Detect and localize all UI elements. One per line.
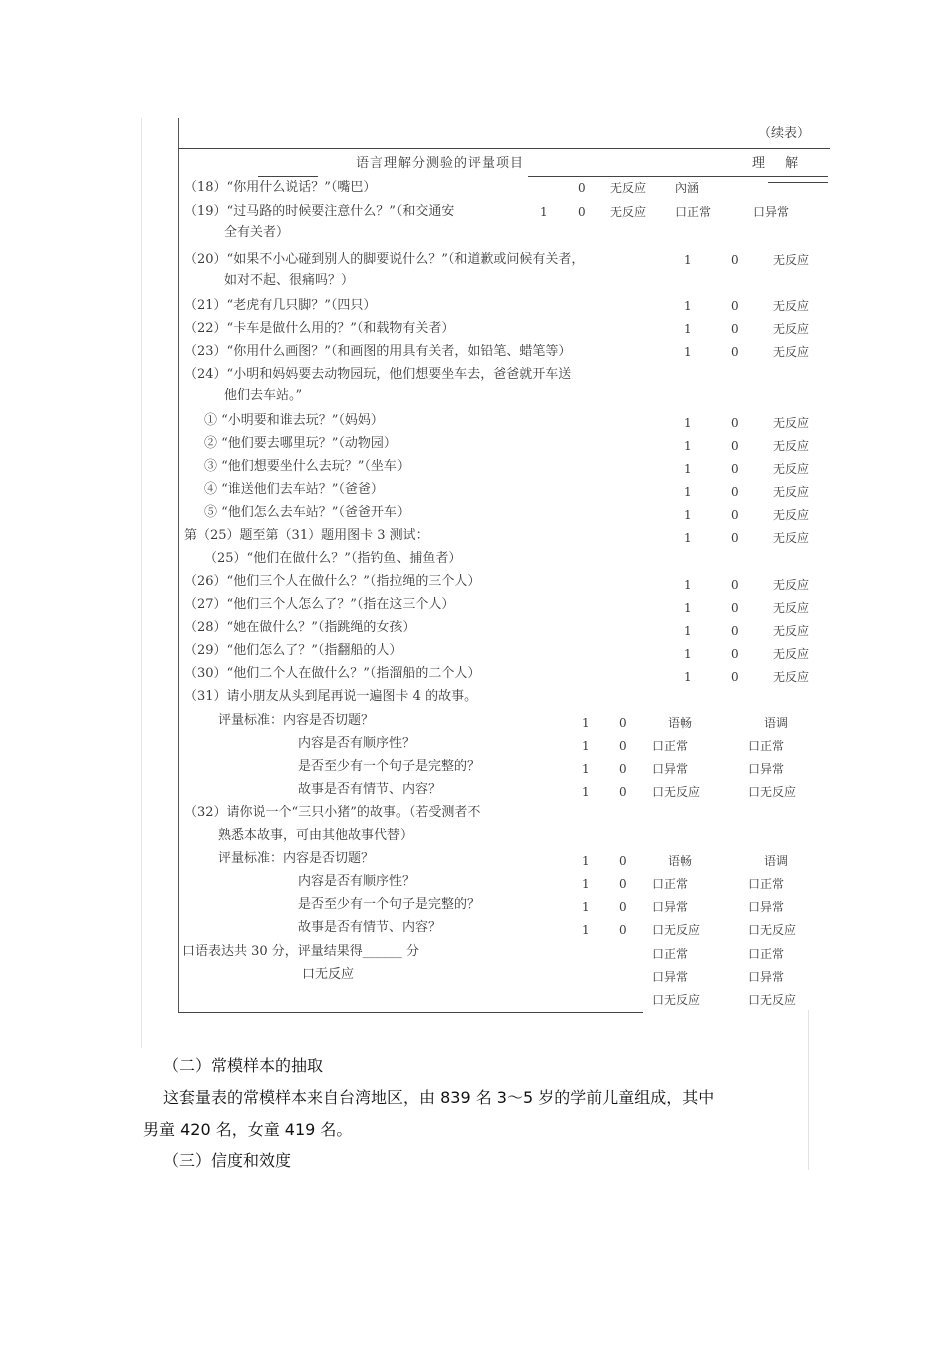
criteria1-tone: 口正常	[748, 739, 785, 753]
row-24-4-text: ④ “谁送他们去车站？”（爸爸）	[204, 482, 384, 497]
row-29-text: （29）“他们怎么了？”（指翻船的人）	[184, 643, 403, 658]
criteria2-item: 故事是否有情节、内容？	[298, 920, 442, 935]
criteria2-item: 内容是否有顺序性？	[298, 874, 416, 889]
row-19-text: （19）“过马路的时候要注意什么？”（和交通安	[184, 204, 455, 219]
criteria1-score: 1	[582, 716, 590, 730]
criteria2-score: 1	[582, 877, 590, 891]
row-22-score1: 1	[684, 322, 692, 336]
row-30-score1: 1	[684, 670, 692, 684]
criteria2-label: 评量标准：内容是否切题？	[218, 851, 375, 866]
row-20-cont: 如对不起、很痛吗？）	[224, 273, 355, 288]
row-26-score0: 0	[731, 578, 739, 592]
row-24-1-noresp: 无反应	[773, 416, 810, 430]
page-edge-left	[141, 118, 142, 1048]
header-rule-3	[768, 182, 828, 183]
row-24-3-noresp: 无反应	[773, 462, 810, 476]
row-24-3-score0: 0	[731, 462, 739, 476]
row-30-text: （30）“他们二个人在做什么？”（指溜船的二个人）	[184, 666, 481, 681]
row-24-1-score1: 1	[684, 416, 692, 430]
criteria2-score: 0	[619, 877, 627, 891]
row-29-noresp: 无反应	[773, 647, 810, 661]
row-18-col: 內涵	[675, 181, 700, 195]
criteria2-fluency: 口异常	[652, 900, 689, 914]
row-19-normal: 口正常	[675, 205, 712, 219]
table-header-right: 理 解	[752, 156, 807, 171]
row-18-text: （18）“你用什么说话？”（嘴巴）	[184, 180, 377, 195]
continued-label: （续表）	[758, 126, 811, 141]
row-27-score1: 1	[684, 601, 692, 615]
row-24-2-score0: 0	[731, 439, 739, 453]
row-24-3-text: ③ “他们想要坐什么去玩？”（坐车）	[204, 459, 410, 474]
row-28-score1: 1	[684, 624, 692, 638]
row-24-3-score1: 1	[684, 462, 692, 476]
row-21-score0: 0	[731, 299, 739, 313]
criteria1-tone: 口无反应	[748, 785, 797, 799]
bottom-col1-item: 口正常	[652, 947, 689, 961]
row-22-text: （22）“卡车是做什么用的？”（和载物有关者）	[184, 321, 455, 336]
row-24-5-noresp: 无反应	[773, 508, 810, 522]
criteria1-score: 1	[582, 762, 590, 776]
criteria2-tone: 口正常	[748, 877, 785, 891]
row-20-noresp: 无反应	[773, 253, 810, 267]
criteria1-fluency: 口正常	[652, 739, 689, 753]
page-edge-right	[808, 1010, 809, 1170]
row-30-score0: 0	[731, 670, 739, 684]
row-20-score1: 1	[684, 253, 692, 267]
table-left-border	[178, 118, 179, 1013]
paragraph-line-2: 男童 420 名，女童 419 名。	[143, 1120, 353, 1139]
row-card3-score1: 1	[684, 531, 692, 545]
row-21-text: （21）“老虎有几只脚？”（四只）	[184, 298, 377, 313]
row-27-score0: 0	[731, 601, 739, 615]
row-24-5-text: ⑤ “他们怎么去车站？”（爸爸开车）	[204, 505, 410, 520]
paragraph-line-1: 这套量表的常模样本来自台湾地区，由 839 名 3～5 岁的学前儿童组成，其中	[163, 1088, 715, 1107]
row-26-score1: 1	[684, 578, 692, 592]
criteria2-tone: 语调	[764, 854, 789, 868]
criteria2-fluency: 口无反应	[652, 923, 701, 937]
criteria2-score: 1	[582, 923, 590, 937]
criteria1-fluency: 口无反应	[652, 785, 701, 799]
row-19-score1: 1	[540, 205, 548, 219]
row-24-2-text: ② “他们要去哪里玩？”（动物园）	[204, 436, 397, 451]
criteria1-score: 1	[582, 785, 590, 799]
row-24-1-score0: 0	[731, 416, 739, 430]
scanned-table	[178, 118, 811, 1013]
row-24-text: （24）“小明和妈妈要去动物园玩，他们想要坐车去，爸爸就开车送	[184, 367, 572, 382]
row-20-score0: 0	[731, 253, 739, 267]
row-21-score1: 1	[684, 299, 692, 313]
criteria1-label: 评量标准：内容是否切题？	[218, 713, 375, 728]
row-24-2-score1: 1	[684, 439, 692, 453]
criteria2-tone: 口异常	[748, 900, 785, 914]
criteria2-score: 0	[619, 923, 627, 937]
header-rule-1	[258, 176, 318, 177]
criteria2-score: 0	[619, 900, 627, 914]
bottom-col1-item: 口异常	[652, 970, 689, 984]
criteria1-score: 0	[619, 785, 627, 799]
row-27-noresp: 无反应	[773, 601, 810, 615]
criteria1-tone: 口异常	[748, 762, 785, 776]
total-no-response: 口无反应	[302, 967, 355, 982]
criteria1-score: 0	[619, 716, 627, 730]
section3-heading: （三）信度和效度	[163, 1151, 292, 1170]
row-23-score0: 0	[731, 345, 739, 359]
row-card3-noresp: 无反应	[773, 531, 810, 545]
row-24-5-score1: 1	[684, 508, 692, 522]
row-29-score0: 0	[731, 647, 739, 661]
criteria1-score: 1	[582, 739, 590, 753]
row-28-text: （28）“她在做什么？”（指跳绳的女孩）	[184, 620, 416, 635]
bottom-col2-item: 口无反应	[748, 993, 797, 1007]
criteria1-fluency: 口异常	[652, 762, 689, 776]
criteria1-fluency: 语畅	[668, 716, 693, 730]
row-32-cont: 熟悉本故事，可由其他故事代替）	[218, 828, 414, 843]
table-bottom-rule	[178, 1012, 643, 1013]
row-18-noresp: 无反应	[610, 181, 647, 195]
criteria2-fluency: 语畅	[668, 854, 693, 868]
row-26-text: （26）“他们三个人在做什么？”（指拉绳的三个人）	[184, 574, 481, 589]
criteria1-tone: 语调	[764, 716, 789, 730]
criteria2-score: 1	[582, 900, 590, 914]
criteria2-score: 0	[619, 854, 627, 868]
criteria2-score: 1	[582, 854, 590, 868]
criteria1-score: 0	[619, 739, 627, 753]
bottom-col2-item: 口异常	[748, 970, 785, 984]
criteria1-score: 0	[619, 762, 627, 776]
criteria2-item: 是否至少有一个句子是完整的？	[298, 897, 481, 912]
criteria2-tone: 口无反应	[748, 923, 797, 937]
row-22-score0: 0	[731, 322, 739, 336]
section2-heading: （二）常模样本的抽取	[163, 1056, 324, 1075]
total-score-line: 口语表达共 30 分，评量结果得______ 分	[182, 944, 419, 959]
row-24-1-text: ① “小明要和谁去玩？”（妈妈）	[204, 413, 384, 428]
row-27-text: （27）“他们三个人怎么了？”（指在这三个人）	[184, 597, 455, 612]
criteria1-item: 内容是否有顺序性？	[298, 736, 416, 751]
criteria1-item: 是否至少有一个句子是完整的？	[298, 759, 481, 774]
row-25-text: （25）“他们在做什么？”（指钓鱼、捕鱼者）	[204, 551, 462, 566]
row-30-noresp: 无反应	[773, 670, 810, 684]
table-top-rule	[178, 148, 830, 149]
row-24-cont: 他们去车站。”	[224, 388, 303, 403]
bottom-col1-item: 口无反应	[652, 993, 701, 1007]
row-28-score0: 0	[731, 624, 739, 638]
row-card3-score0: 0	[731, 531, 739, 545]
row-card3-note: 第（25）题至第（31）题用图卡 3 测试：	[184, 528, 429, 543]
row-24-5-score0: 0	[731, 508, 739, 522]
row-31-text: （31）请小朋友从头到尾再说一遍图卡 4 的故事。	[184, 689, 478, 704]
row-29-score1: 1	[684, 647, 692, 661]
row-28-noresp: 无反应	[773, 624, 810, 638]
row-24-4-noresp: 无反应	[773, 485, 810, 499]
row-19-abnormal: 口异常	[753, 205, 790, 219]
row-18-score: 0	[578, 181, 586, 195]
row-32-text: （32）请你说一个“三只小猪”的故事。（若受测者不	[184, 805, 481, 820]
row-23-noresp: 无反应	[773, 345, 810, 359]
row-19-cont: 全有关者）	[224, 225, 290, 240]
row-23-text: （23）“你用什么画图？”（和画图的用具有关者，如铅笔、蜡笔等）	[184, 344, 572, 359]
row-19-score0: 0	[578, 205, 586, 219]
row-24-4-score0: 0	[731, 485, 739, 499]
header-rule-2	[528, 176, 828, 177]
criteria2-fluency: 口正常	[652, 877, 689, 891]
row-24-2-noresp: 无反应	[773, 439, 810, 453]
row-21-noresp: 无反应	[773, 299, 810, 313]
row-20-text: （20）“如果不小心碰到别人的脚要说什么？”（和道歉或问候有关者，	[184, 252, 585, 267]
criteria1-item: 故事是否有情节、内容？	[298, 782, 442, 797]
row-24-4-score1: 1	[684, 485, 692, 499]
row-22-noresp: 无反应	[773, 322, 810, 336]
table-header-title: 语言理解分测验的评量项目	[356, 156, 525, 171]
row-26-noresp: 无反应	[773, 578, 810, 592]
bottom-col2-item: 口正常	[748, 947, 785, 961]
row-19-noresp: 无反应	[610, 205, 647, 219]
row-23-score1: 1	[684, 345, 692, 359]
